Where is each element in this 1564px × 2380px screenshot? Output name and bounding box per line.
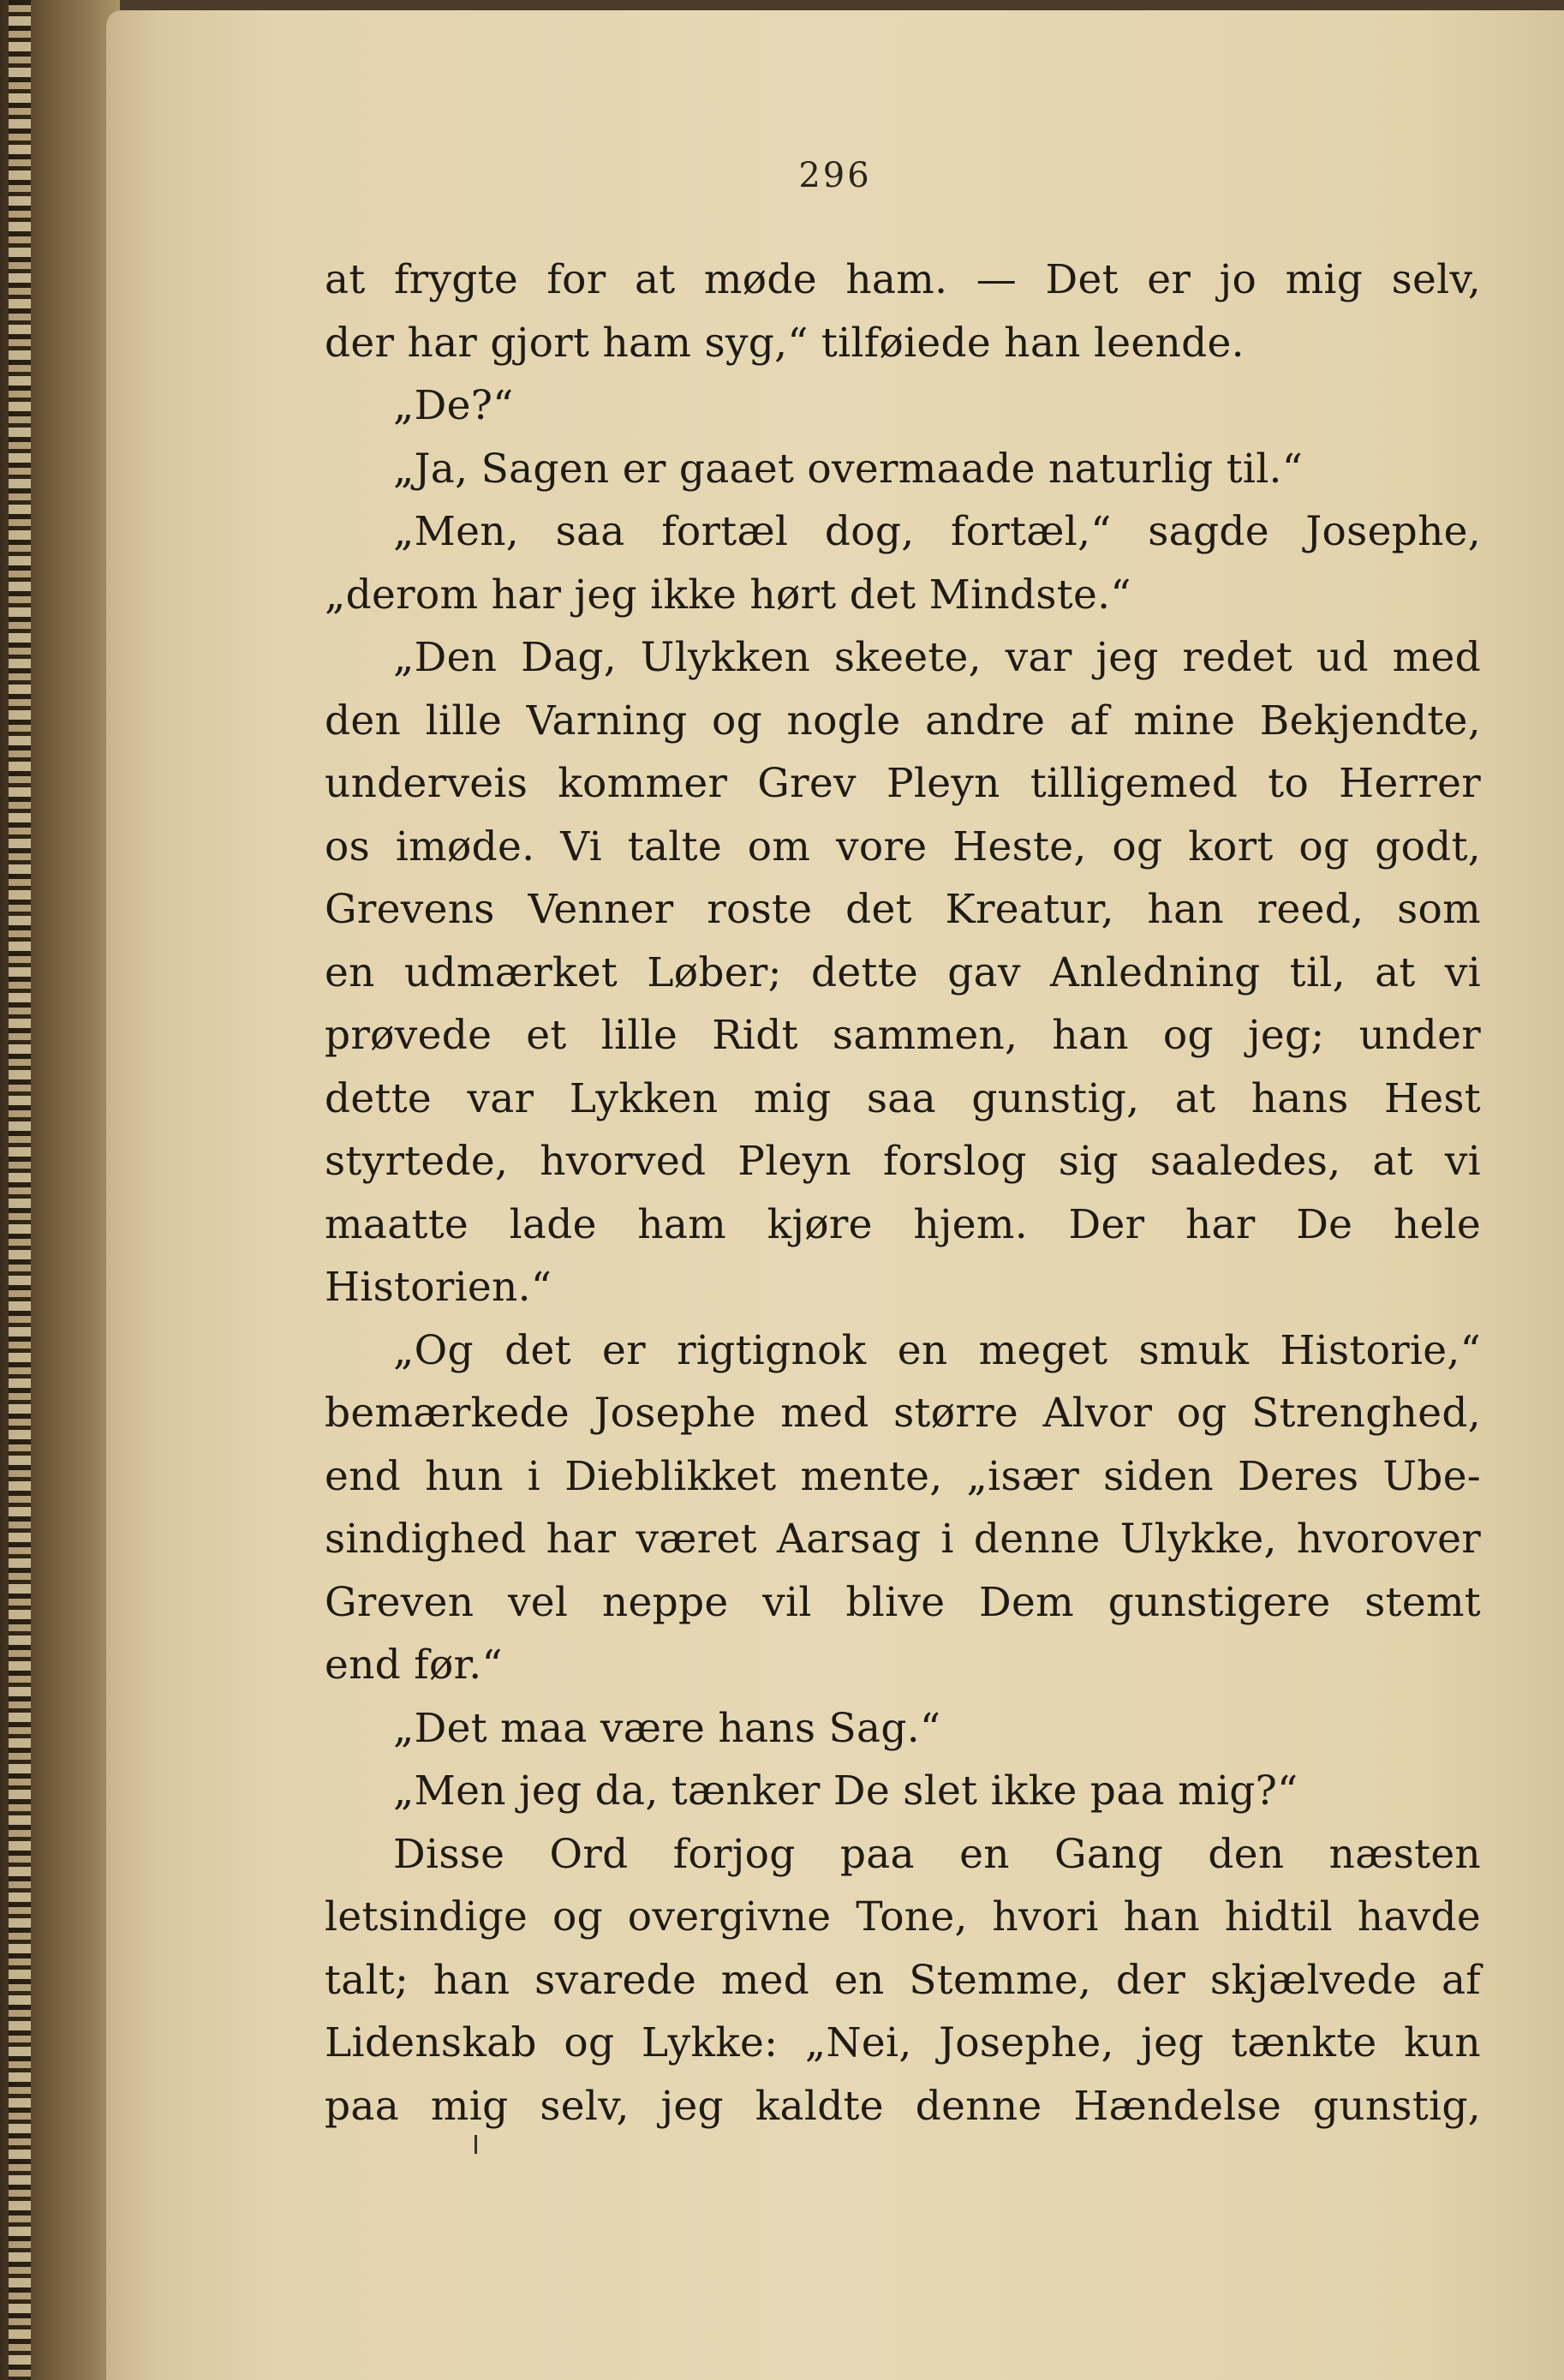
book-page [106,10,1564,2380]
text-line: dette var Lykken mig saa gunstig, at hans Hest [325,1074,1481,1122]
text-line: styrtede, hvorved Pleyn forslog sig saaledes, at vi [325,1138,1481,1185]
text-line: Lidenskab og Lykke: „Nei, Josephe, jeg tænkte kun [325,2019,1481,2066]
text-line: maatte lade ham kjøre hjem. Der har De hele [325,1200,1481,1248]
text-line: Disse Ord forjog paa en Gang den næsten [393,1830,1481,1878]
text-line: „De?“ [393,382,514,429]
text-line: „Men jeg da, tænker De slet ikke paa mig?“ [393,1767,1298,1815]
text-line: end før.“ [325,1641,503,1689]
text-line: underveis kommer Grev Pleyn tilligemed to Herrer [325,760,1481,807]
text-line: „Men, saa fortæl dog, fortæl,“ sagde Josephe, [393,508,1481,555]
text-line: „Den Dag, Ulykken skeete, var jeg redet ud med [393,634,1481,681]
text-line: end hun i Dieblikket mente, „især siden Deres Ube- [325,1452,1481,1500]
text-line: „Og det er rigtignok en meget smuk Historie,“ [393,1326,1481,1374]
text-line: prøvede et lille Ridt sammen, han og jeg; under [325,1012,1481,1059]
book-spine-edge [0,0,120,2380]
text-line: „Det maa være hans Sag.“ [393,1704,941,1752]
text-line: „Ja, Sagen er gaaet overmaade naturlig til.“ [393,445,1304,493]
text-line: talt; han svarede med en Stemme, der skjælvede af [325,1956,1481,2004]
text-line: letsindige og overgivne Tone, hvori han hidtil havde [325,1893,1481,1940]
text-line: en udmærket Løber; dette gav Anledning til, at vi [325,948,1481,996]
ink-mark [475,2135,477,2154]
text-line: Greven vel neppe vil blive Dem gunstigere stemt [325,1578,1481,1626]
text-line: „derom har jeg ikke hørt det Mindste.“ [325,571,1131,619]
text-line: paa mig selv, jeg kaldte denne Hændelse gunstig, [325,2082,1481,2130]
text-line: at frygte for at møde ham. — Det er jo mig selv, [325,256,1481,303]
text-line: bemærkede Josephe med større Alvor og Strenghed, [325,1390,1481,1437]
text-line: Grevens Venner roste det Kreatur, han reed, som [325,886,1481,933]
body-text [325,248,1481,2138]
text-line: os imøde. Vi talte om vore Heste, og kort og godt, [325,822,1481,870]
page-number: 296 [798,156,872,195]
text-line: den lille Varning og nogle andre af mine Bekjendte, [325,697,1481,744]
speckled-page-edge [9,0,31,2380]
text-line: Historien.“ [325,1264,552,1311]
text-line: der har gjort ham syg,“ tilføiede han leende. [325,319,1245,367]
text-line: sindighed har været Aarsag i denne Ulykke, hvorover [325,1516,1481,1563]
